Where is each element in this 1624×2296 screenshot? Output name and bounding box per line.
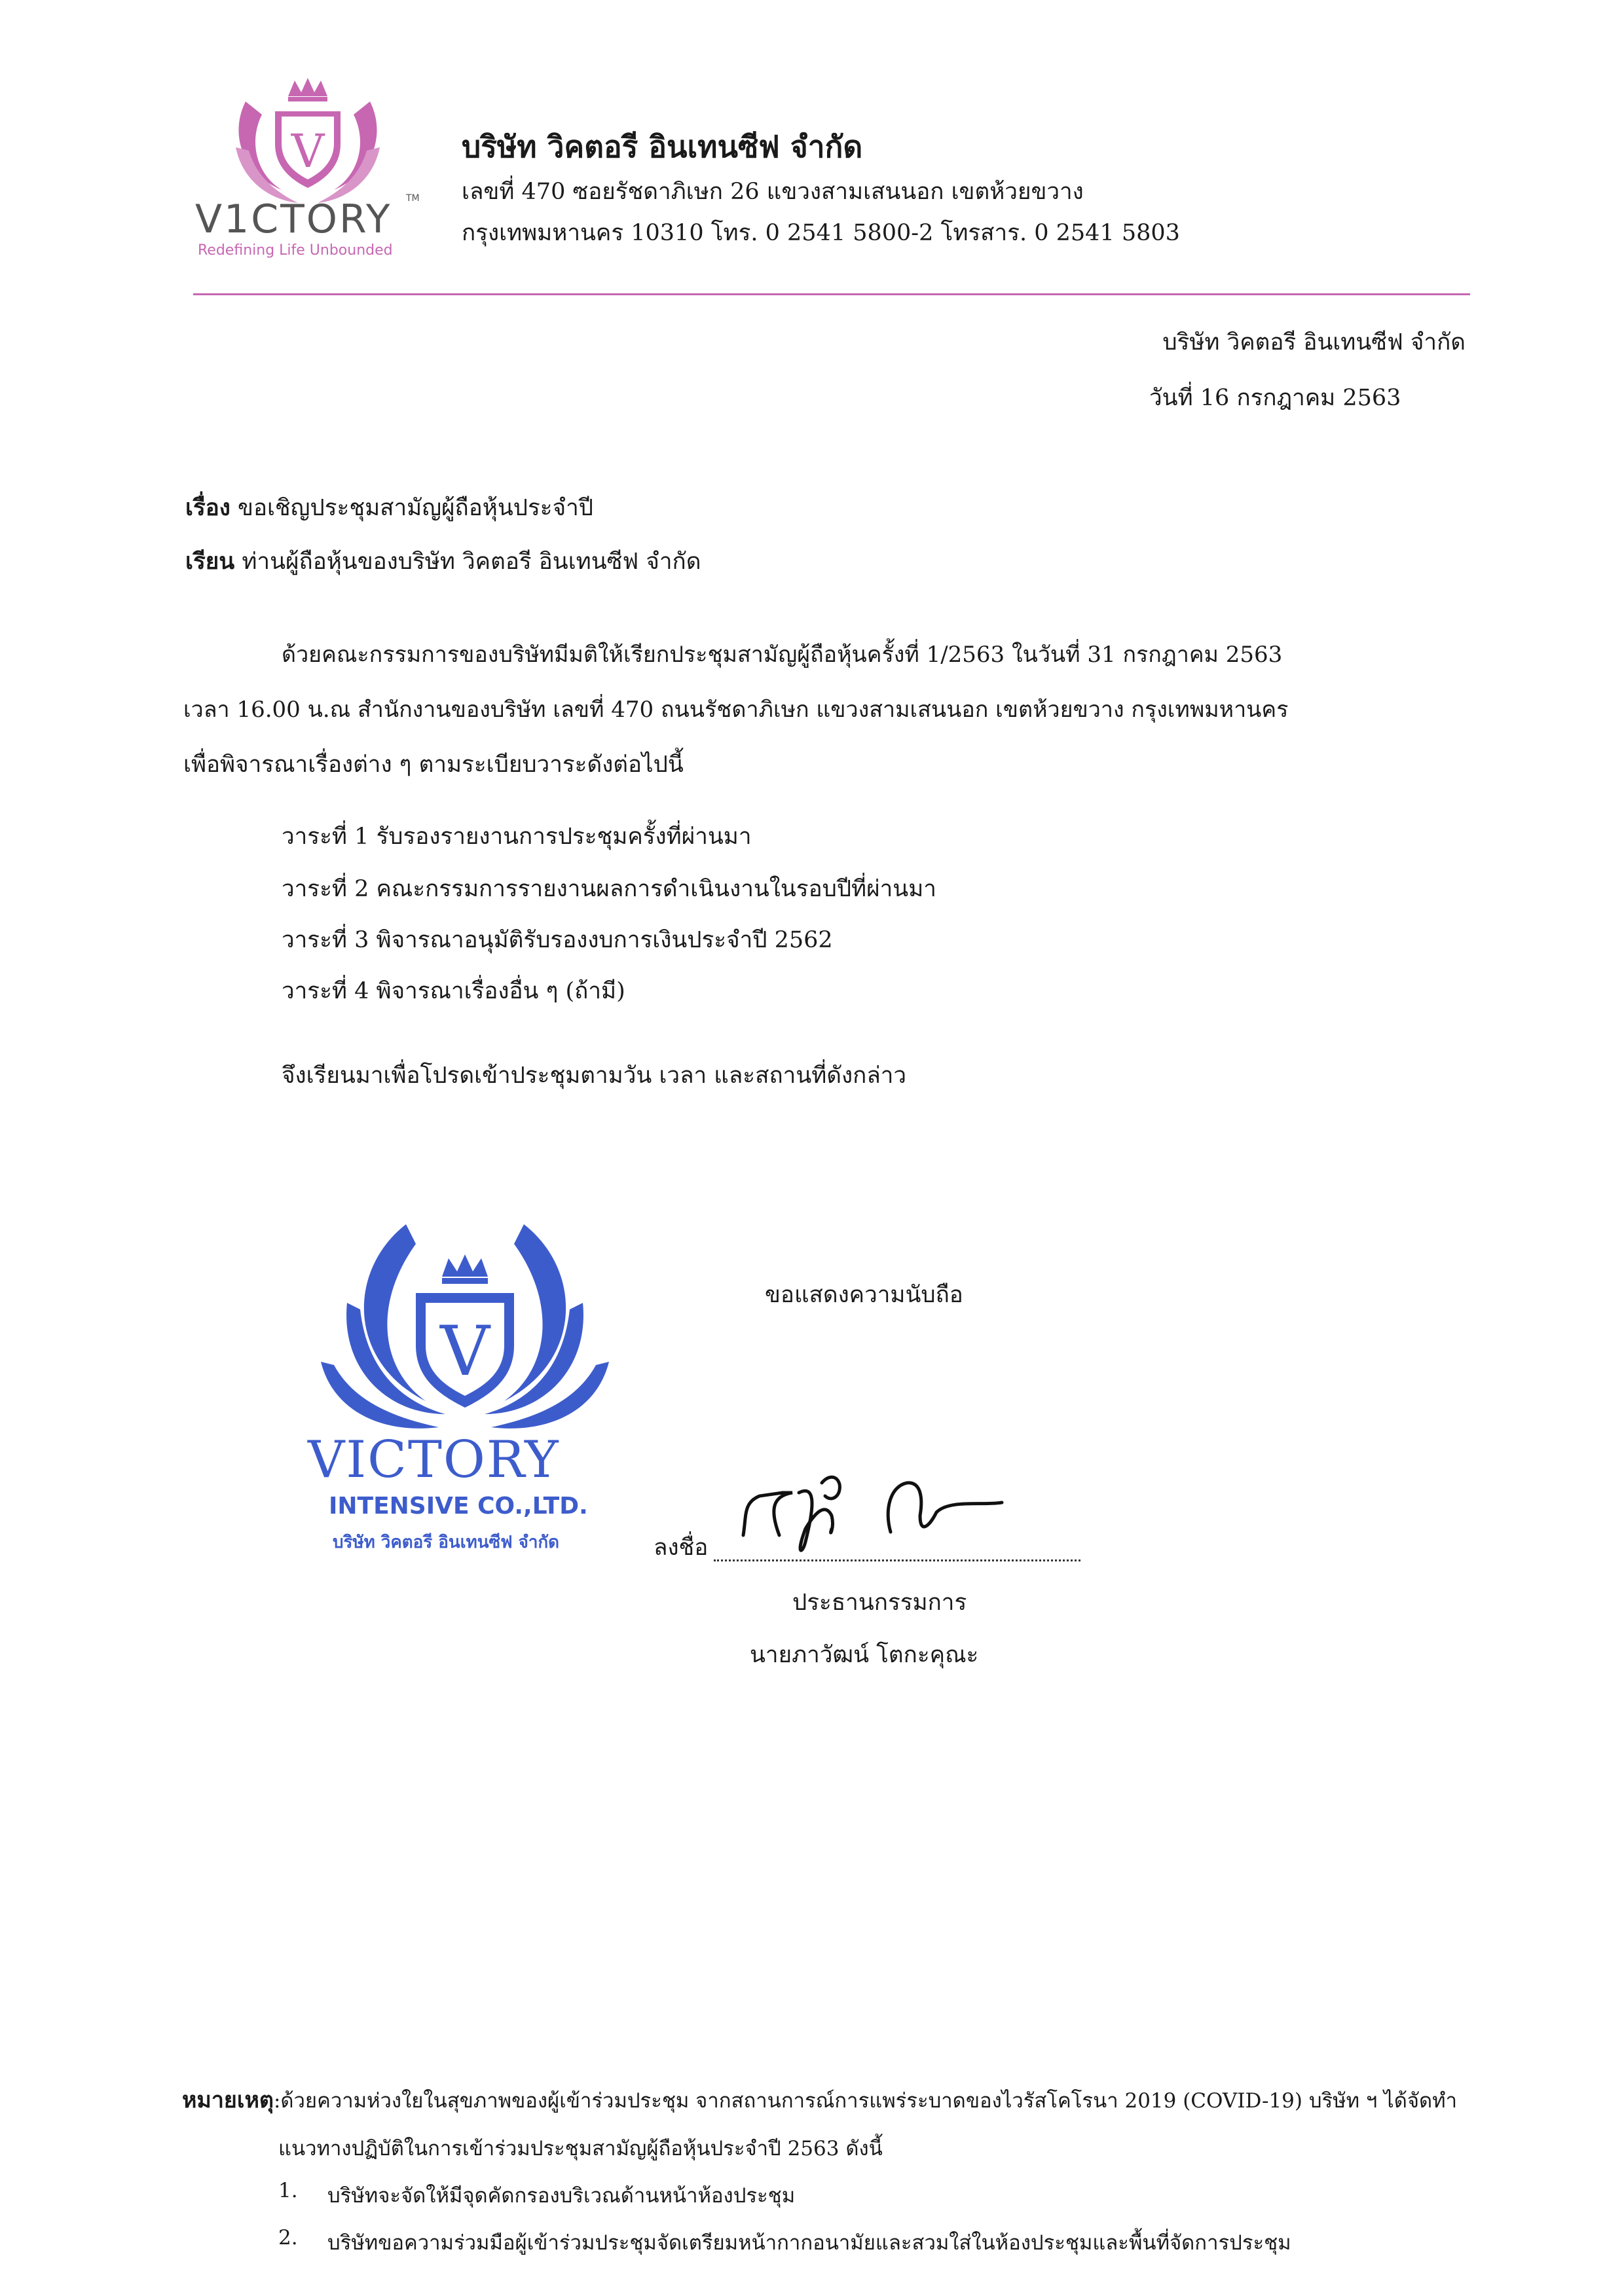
svg-text:V: V — [440, 1311, 490, 1391]
seal-subtitle: INTENSIVE CO.,LTD. — [329, 1493, 588, 1520]
company-logo — [183, 75, 432, 259]
svg-text:V: V — [291, 124, 325, 178]
subject-line — [185, 490, 593, 526]
company-address-line-1: เลขที่ 470 ซอยรัชดาภิเษก 26 แขวงสามเสนนอก เขตห้วยขวาง — [462, 179, 1084, 205]
signature-scribble-icon — [733, 1457, 1008, 1561]
recipient-text: ท่านผู้ถือหุ้นของบริษัท วิคตอรี อินเทนซีฟ จำกัด — [242, 549, 701, 575]
recipient-label: เรียน — [185, 548, 235, 575]
seal-thai-name: บริษัท วิคตอรี อินเทนซีฟ จำกัด — [333, 1533, 560, 1552]
company-address-line-2: กรุงเทพมหานคร 10310 โทร. 0 2541 5800-2 โทรสาร. 0 2541 5803 — [462, 220, 1180, 246]
company-name: บริษัท วิคตอรี อินเทนซีฟ จำกัด — [462, 129, 863, 164]
body-paragraph-line-1: ด้วยคณะกรรมการของบริษัทมีมติให้เรียกประชุมสามัญผู้ถือหุ้นครั้งที่ 1/2563 ในวันที่ 31 กรกฎาคม 2563 — [282, 642, 1283, 668]
logo-tagline: Redefining Life Unbounded — [198, 242, 393, 259]
agenda-item: วาระที่ 2 คณะกรรมการรายงานผลการดำเนินงานในรอบปีที่ผ่านมา — [282, 876, 936, 902]
agenda-item: วาระที่ 3 พิจารณาอนุมัติรับรองงบการเงินประจำปี 2562 — [282, 927, 833, 953]
note-label: หมายเหตุ — [182, 2087, 274, 2113]
signature-dotted-line — [714, 1559, 1080, 1561]
body-paragraph-line-2: เวลา 16.00 น.ณ สำนักงานของบริษัท เลขที่ 470 ถนนรัชดาภิเษก แขวงสามเสนนอก เขตห้วยขวาง กรุงเทพมหานคร — [183, 697, 1289, 723]
handwritten-signature — [733, 1457, 1008, 1561]
sign-label: ลงชื่อ — [654, 1535, 709, 1561]
note-line-2: แนวทางปฏิบัติในการเข้าร่วมประชุมสามัญผู้ถือหุ้นประจำปี 2563 ดังนี้ — [278, 2137, 883, 2160]
signatory-title: ประธานกรรมการ — [792, 1590, 967, 1616]
regards: ขอแสดงความนับถือ — [765, 1282, 963, 1308]
body-paragraph-line-3: เพื่อพิจารณาเรื่องต่าง ๆ ตามระเบียบวาระดังต่อไปนี้ — [183, 752, 684, 778]
note-item-text: บริษัทจะจัดให้มีจุดคัดกรองบริเวณด้านหน้าห้องประชุม — [327, 2184, 796, 2208]
note-text: :ด้วยความห่วงใยในสุขภาพของผู้เข้าร่วมประชุม จากสถานการณ์การแพร่ระบาดของไวรัสโคโรนา 2019 (COVID-19) บริษัท ฯ ได้จัดทำ — [273, 2089, 1458, 2113]
logo-wordmark: V1CTORY — [195, 196, 392, 242]
logo-trademark: TM — [406, 193, 420, 204]
note-line-1 — [182, 2082, 1457, 2117]
seal-wordmark: VICTORY — [308, 1430, 560, 1489]
note-item-number: 1. — [278, 2179, 298, 2202]
closing-line: จึงเรียนมาเพื่อโปรดเข้าประชุมตามวัน เวลา และสถานที่ดังกล่าว — [282, 1063, 907, 1089]
recipient-line — [185, 543, 701, 579]
letter-date: วันที่ 16 กรกฎาคม 2563 — [1149, 385, 1401, 411]
agenda-item: วาระที่ 4 พิจารณาเรื่องอื่น ๆ (ถ้ามี) — [282, 978, 625, 1004]
note-item-number: 2. — [278, 2226, 298, 2250]
company-seal — [308, 1218, 622, 1571]
agenda-item: วาระที่ 1 รับรองรายงานการประชุมครั้งที่ผ่านมา — [282, 824, 752, 850]
dateline-company: บริษัท วิคตอรี อินเทนซีฟ จำกัด — [1162, 329, 1466, 355]
signatory-name: นายภาวัฒน์ โตกะคุณะ — [750, 1642, 979, 1668]
header-divider — [193, 293, 1470, 295]
subject-text: ขอเชิญประชุมสามัญผู้ถือหุ้นประจำปี — [238, 495, 593, 521]
subject-label: เรื่อง — [185, 494, 231, 521]
note-item-text: บริษัทขอความร่วมมือผู้เข้าร่วมประชุมจัดเตรียมหน้ากากอนามัยและสวมใส่ในห้องประชุมและพื้นที่จัดการประชุม — [327, 2231, 1291, 2255]
